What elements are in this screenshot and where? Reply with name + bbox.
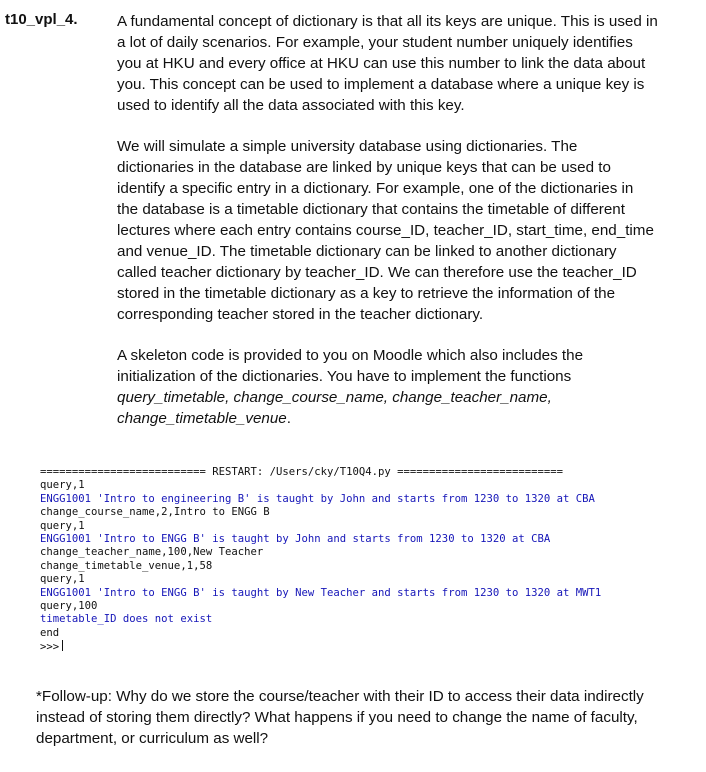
end-punctuation: . bbox=[286, 410, 291, 427]
text-line: initialization of the dictionaries. You have to implement the functions bbox=[117, 368, 572, 385]
text-line: you. This concept can be used to implement a database where a unique key is bbox=[117, 76, 645, 93]
text-line: lectures where each entry contains course_ID, teacher_ID, start_time, end_time bbox=[117, 222, 654, 239]
text-line: corresponding teacher stored in the teacher dictionary. bbox=[117, 306, 484, 323]
text-line: stored in the timetable dictionary as a key to retrieve the information of the bbox=[117, 285, 616, 302]
restart-banner: ========================== RESTART: /Users/cky/T10Q4.py ========================== bbox=[40, 466, 563, 478]
shell-input-line: change_teacher_name,100,New Teacher bbox=[40, 546, 264, 559]
text-line: instead of storing them directly? What happens if you need to change the name of faculty, bbox=[36, 709, 638, 726]
function-list-line bbox=[117, 408, 692, 429]
follow-up-question bbox=[36, 686, 696, 749]
text-line: called teacher dictionary by teacher_ID. We can therefore use the teacher_ID bbox=[117, 264, 637, 281]
shell-input-line: change_course_name,2,Intro to ENGG B bbox=[40, 506, 270, 519]
shell-input-line: query,100 bbox=[40, 600, 98, 613]
text-line: the database is a timetable dictionary that contains the timetable of different bbox=[117, 201, 625, 218]
function-name: change_timetable_venue bbox=[117, 410, 287, 427]
text-line: you at HKU and every office at HKU can use this number to link the data about bbox=[117, 55, 646, 72]
text-line: identify a specific entry in a dictionary. For example, one of the dictionaries in bbox=[117, 180, 634, 197]
text-line: used to identify all the data associated with this key. bbox=[117, 97, 465, 114]
text-cursor bbox=[62, 640, 63, 651]
shell-output-line: ENGG1001 'Intro to ENGG B' is taught by John and starts from 1230 to 1320 at CBA bbox=[40, 533, 551, 546]
shell-input-line: query,1 bbox=[40, 573, 85, 586]
text-line: A skeleton code is provided to you on Moodle which also includes the bbox=[117, 347, 584, 364]
text-line: We will simulate a simple university database using dictionaries. The bbox=[117, 138, 578, 155]
shell-prompt[interactable] bbox=[40, 640, 680, 654]
python-shell-output bbox=[40, 466, 680, 655]
shell-input-line: query,1 bbox=[40, 479, 85, 492]
text-line: A fundamental concept of dictionary is that all its keys are unique. This is used in bbox=[117, 13, 658, 30]
shell-output-line: ENGG1001 'Intro to engineering B' is taught by John and starts from 1230 to 1320 at CBA bbox=[40, 492, 595, 505]
text-line: *Follow-up: Why do we store the course/teacher with their ID to access their data indirectly bbox=[36, 688, 644, 705]
shell-input-line: end bbox=[40, 626, 60, 639]
text-line: department, or curriculum as well? bbox=[36, 730, 269, 747]
task-label: t10_vpl_4. bbox=[5, 11, 78, 28]
text-line: dictionaries in the database are linked by unique keys that can be used to bbox=[117, 159, 611, 176]
text-line: a lot of daily scenarios. For example, your student number uniquely identifies bbox=[117, 34, 633, 51]
shell-input-line: query,1 bbox=[40, 519, 85, 532]
paragraph-database bbox=[117, 136, 692, 325]
prompt-symbol: >>> bbox=[40, 641, 60, 654]
function-list-line: query_timetable, change_course_name, change_teacher_name, bbox=[117, 389, 552, 406]
text-line: and venue_ID. The timetable dictionary can be linked to another dictionary bbox=[117, 243, 617, 260]
shell-output-line: timetable_ID does not exist bbox=[40, 613, 213, 626]
shell-input-line: change_timetable_venue,1,58 bbox=[40, 559, 213, 572]
paragraph-intro bbox=[117, 11, 692, 116]
shell-output-line: ENGG1001 'Intro to ENGG B' is taught by New Teacher and starts from 1230 to 1320 at MWT1 bbox=[40, 586, 602, 599]
paragraph-skeleton bbox=[117, 345, 692, 429]
